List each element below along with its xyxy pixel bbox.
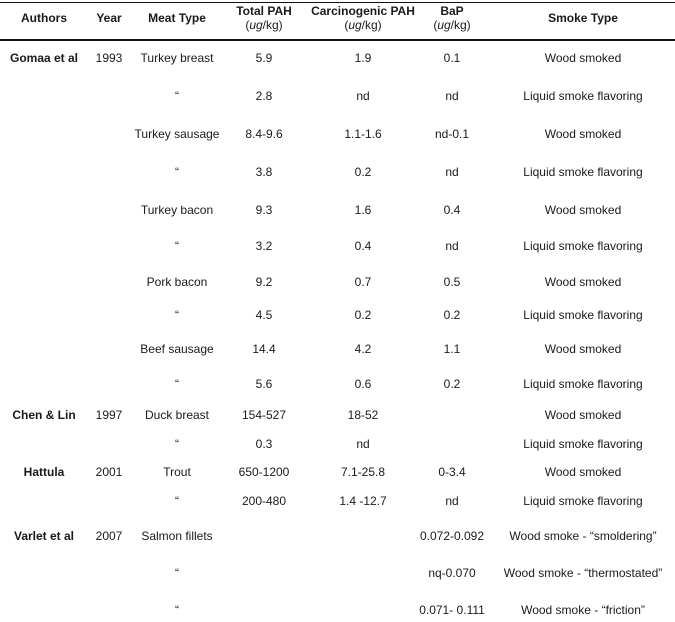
unit-ug: ug	[437, 18, 451, 32]
cell-bap: nd	[445, 494, 459, 508]
header-total-pah	[236, 4, 292, 32]
cell-bap: nd	[445, 89, 459, 103]
cell-total-pah: 5.6	[255, 377, 273, 391]
cell-bap: 0.071- 0.111	[419, 603, 485, 617]
cell-carcinogenic-pah: 0.6	[354, 377, 372, 391]
cell-meat-type: Trout	[163, 465, 191, 479]
header-smoke-type: Smoke Type	[548, 11, 618, 25]
header-bap-label: BaP	[440, 4, 464, 18]
cell-year: 2001	[95, 465, 123, 479]
cell-meat-type: “	[175, 89, 179, 103]
cell-bap: 0.5	[443, 275, 461, 289]
cell-meat-type: Turkey bacon	[140, 203, 214, 217]
header-total-pah-label: Total PAH	[236, 4, 292, 18]
cell-smoke-type: Wood smoked	[544, 203, 622, 217]
cell-meat-type: “	[175, 239, 179, 253]
cell-smoke-type: Liquid smoke flavoring	[523, 165, 643, 179]
header-bap	[433, 4, 470, 32]
cell-meat-type: Beef sausage	[140, 342, 214, 356]
cell-smoke-type: Wood smoke - “friction”	[521, 603, 645, 617]
unit-ug: ug	[348, 18, 362, 32]
cell-carcinogenic-pah: 1.4 -12.7	[339, 494, 387, 508]
cell-meat-type: Pork bacon	[146, 275, 208, 289]
cell-smoke-type: Wood smoked	[544, 127, 622, 141]
cell-total-pah: 650-1200	[238, 465, 290, 479]
cell-authors: Gomaa et al	[9, 51, 79, 65]
cell-smoke-type: Wood smoke - “smoldering”	[509, 529, 657, 543]
cell-carcinogenic-pah: 4.2	[354, 342, 372, 356]
header-carcinogenic-pah-unit	[311, 18, 415, 32]
cell-carcinogenic-pah: nd	[356, 437, 370, 451]
cell-bap: 1.1	[443, 342, 461, 356]
cell-bap: 0.072-0.092	[419, 529, 485, 543]
cell-meat-type: Turkey breast	[140, 51, 214, 65]
cell-year: 1997	[95, 408, 123, 422]
unit-open: (	[245, 18, 250, 32]
cell-year: 2007	[95, 529, 123, 543]
cell-smoke-type: Liquid smoke flavoring	[523, 308, 643, 322]
unit-ug: ug	[249, 18, 263, 32]
cell-authors: Varlet et al	[13, 529, 75, 543]
cell-carcinogenic-pah: 0.2	[354, 165, 372, 179]
cell-carcinogenic-pah: 0.7	[354, 275, 372, 289]
cell-bap: nq-0.070	[428, 566, 476, 580]
cell-smoke-type: Liquid smoke flavoring	[523, 239, 643, 253]
header-total-pah-unit	[236, 18, 292, 32]
cell-smoke-type: Wood smoked	[544, 275, 622, 289]
cell-total-pah: 9.2	[255, 275, 273, 289]
cell-total-pah: 200-480	[241, 494, 287, 508]
cell-smoke-type: Wood smoked	[544, 465, 622, 479]
cell-meat-type: Duck breast	[144, 408, 210, 422]
cell-carcinogenic-pah: 18-52	[347, 408, 379, 422]
cell-carcinogenic-pah: 1.6	[354, 203, 372, 217]
header-meat-type: Meat Type	[148, 11, 206, 25]
cell-total-pah: 2.8	[255, 89, 273, 103]
cell-meat-type: “	[175, 566, 179, 580]
cell-meat-type: “	[175, 494, 179, 508]
cell-total-pah: 5.9	[255, 51, 273, 65]
cell-meat-type: Salmon fillets	[141, 529, 213, 543]
cell-total-pah: 0.3	[255, 437, 273, 451]
header-authors: Authors	[21, 11, 67, 25]
unit-open: (	[344, 18, 349, 32]
cell-bap: 0.1	[443, 51, 461, 65]
cell-meat-type: “	[175, 377, 179, 391]
cell-carcinogenic-pah: 1.1-1.6	[344, 127, 382, 141]
header-year: Year	[96, 11, 122, 25]
cell-carcinogenic-pah: 0.4	[354, 239, 372, 253]
cell-carcinogenic-pah: 7.1-25.8	[340, 465, 386, 479]
cell-meat-type: “	[175, 603, 179, 617]
cell-total-pah: 3.8	[255, 165, 273, 179]
cell-smoke-type: Liquid smoke flavoring	[523, 89, 643, 103]
header-rule	[0, 39, 675, 41]
cell-bap: nd-0.1	[434, 127, 470, 141]
cell-carcinogenic-pah: 1.9	[354, 51, 372, 65]
cell-smoke-type: Liquid smoke flavoring	[523, 377, 643, 391]
cell-smoke-type: Liquid smoke flavoring	[523, 494, 643, 508]
cell-smoke-type: Wood smoke - “thermostated”	[503, 566, 663, 580]
cell-total-pah: 4.5	[255, 308, 273, 322]
cell-meat-type: “	[175, 437, 179, 451]
cell-authors: Chen & Lin	[12, 408, 76, 422]
header-bap-unit	[433, 18, 470, 32]
cell-bap: 0.2	[443, 377, 461, 391]
cell-total-pah: 9.3	[255, 203, 273, 217]
cell-total-pah: 154-527	[241, 408, 287, 422]
cell-bap: nd	[445, 239, 459, 253]
table-top-rule	[0, 2, 675, 3]
header-carcinogenic-pah	[311, 4, 415, 32]
header-carcinogenic-pah-label: Carcinogenic PAH	[311, 4, 415, 18]
cell-smoke-type: Wood smoked	[544, 408, 622, 422]
cell-carcinogenic-pah: 0.2	[354, 308, 372, 322]
cell-total-pah: 8.4-9.6	[245, 127, 283, 141]
cell-meat-type: Turkey sausage	[134, 127, 220, 141]
cell-bap: 0-3.4	[438, 465, 466, 479]
cell-carcinogenic-pah: nd	[356, 89, 370, 103]
cell-smoke-type: Wood smoked	[544, 51, 622, 65]
cell-year: 1993	[95, 51, 123, 65]
cell-smoke-type: Liquid smoke flavoring	[523, 437, 643, 451]
cell-total-pah: 14.4	[252, 342, 276, 356]
cell-smoke-type: Wood smoked	[544, 342, 622, 356]
cell-meat-type: “	[175, 165, 179, 179]
cell-bap: 0.2	[443, 308, 461, 322]
cell-bap: nd	[445, 165, 459, 179]
cell-authors: Hattula	[23, 465, 65, 479]
cell-meat-type: “	[175, 308, 179, 322]
cell-bap: 0.4	[443, 203, 461, 217]
unit-close: /kg)	[361, 18, 382, 32]
cell-total-pah: 3.2	[255, 239, 273, 253]
unit-open: (	[433, 18, 438, 32]
unit-close: /kg)	[262, 18, 283, 32]
unit-close: /kg)	[450, 18, 471, 32]
